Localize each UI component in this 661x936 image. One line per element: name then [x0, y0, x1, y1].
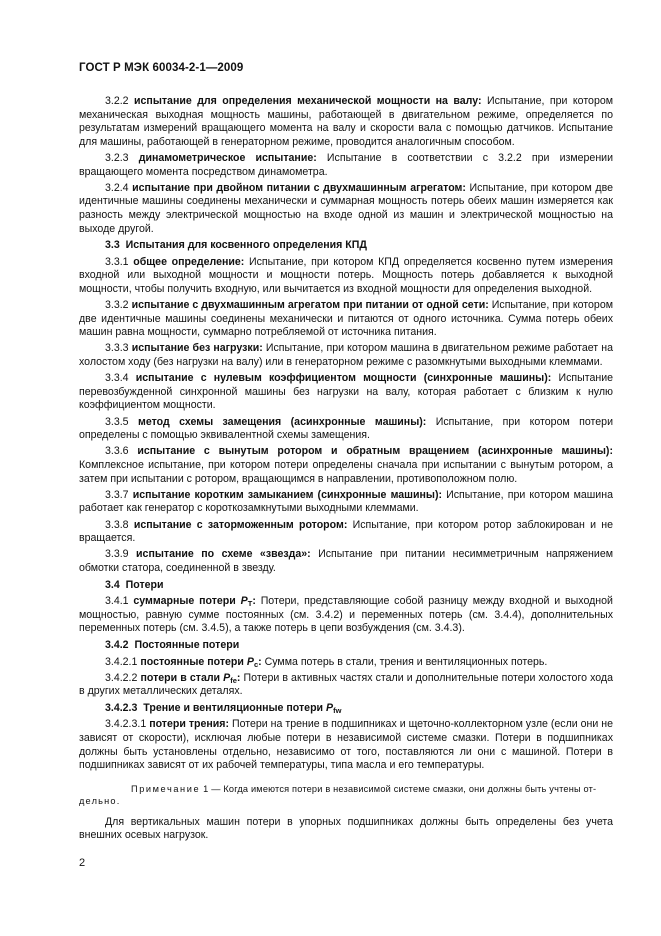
page-number: 2	[79, 857, 86, 869]
clause-3-3-8	[79, 519, 613, 546]
clause-text: Испытание, при котором две идентичные машины соединены механически и питаются от одного источника. Сумма потерь обеих машин равна мощности, суммарно потребляемой от источника питания.	[79, 299, 613, 339]
clause-3-3-4	[79, 372, 613, 413]
clause-number: 3.4.2.1	[105, 655, 138, 668]
clause-term: испытание с вынутым ротором и обратным вращением (асинхронные машины):	[137, 445, 613, 458]
section-heading-3-4	[105, 579, 613, 593]
clause-term: испытание коротким замыканием (синхронные машины):	[132, 488, 442, 501]
clause-3-4-2-3-1	[79, 718, 613, 772]
section-title: Потери	[125, 578, 164, 591]
note-text: 1 — Когда имеются потери в независимой системе смазки, они должны быть учтены от-	[203, 783, 597, 794]
clause-text: Испытание в соответствии с 3.2.2 при измерении вращающего момента посредством динамометра.	[79, 151, 613, 178]
clause-3-2-3	[79, 152, 613, 179]
section-heading-3-4-2	[105, 639, 613, 653]
clause-text: Испытание, при котором машина работает как генератор с короткозамкнутыми выходными клеммами.	[79, 488, 613, 515]
clause-term: потери в стали	[140, 671, 221, 684]
clause-number: 3.4.1	[105, 595, 129, 608]
clause-text: Испытание, при котором две идентичные машины соединены механически и суммарная мощность потерь обеих машин измеряется как разность между электрической мощностью на входе одной из машин и электрической мощностью на выходе другой.	[79, 181, 613, 235]
clause-text: Испытание, при котором потери определены с помощью эквивалентной схемы замещения.	[79, 415, 613, 442]
clause-text: Потери на трение в подшипниках и щеточно-коллекторном узле (если они не зависят от скорости), исключая любые потери в независимой системе смазки. Потери в подшипниках должны быть установлены отдельно, независимо от того, поставляются ли они с машиной. Потери в подшипниках зависят от их рабочей температуры, типа масла и его температуры.	[79, 718, 613, 772]
clause-3-3-1	[79, 256, 613, 297]
note	[79, 783, 613, 808]
loss-symbol: P	[240, 595, 248, 608]
loss-subscript: fe	[230, 675, 237, 685]
clause-text: Испытание, при котором КПД определяется косвенно путем измерения входной или выходной мощности и мощности потерь. Мощность потерь добавляется к выходной мощности, чтобы получить входную, или вычитается из входной мощности для определения выходной.	[79, 255, 613, 295]
clause-number: 3.4.2.3.1	[105, 718, 147, 731]
loss-subscript: T	[247, 599, 253, 609]
clause-number: 3.4.2.2	[105, 671, 138, 684]
clause-text: Испытание, при котором механическая выходная мощность машины, работающей в двигательном режиме, определяется по результатам измерений вращающего момента на валу и скорости вала с помощью датчиков. Испытание для машины, работающей в генераторном режиме, проводится аналогичным способом.	[79, 95, 614, 148]
clause-text: Испытание при питании несимметричным напряжением обмотки статора, соединенной в звезду.	[79, 548, 613, 574]
clause-text: Потери, представляющие собой разницу между входной и выходной мощностью, равную сумме постоянных (см. 3.4.2) и переменных потерь (см. 3.4.4), дополнительных переменных потерь (см. 3.4.5), а также потерь в цепи возбуждения (см. 3.4.3).	[79, 595, 613, 635]
clause-number: 3.2.3	[105, 151, 129, 164]
clause-term: общее определение:	[133, 255, 245, 268]
section-title: Постоянные потери	[134, 638, 240, 651]
clause-number: 3.3.8	[105, 518, 129, 531]
clause-3-4-2-2: 3.4.2.2 потери в стали $P_{fe}$: Потери в активных частях стали и дополнительные потери холостого хода в других металлических деталях.	[79, 671, 613, 698]
document-header: ГОСТ Р МЭК 60034-2-1—2009	[79, 62, 244, 74]
clause-text: Испытание перевозбужденной синхронной машины без нагрузки на валу, которая работает с близким к нулю коэффициентом мощности.	[79, 372, 613, 412]
clause-number: 3.3.5	[105, 415, 129, 428]
clause-term: испытание для определения механической мощности на валу:	[134, 95, 482, 107]
clause-3-3-3	[79, 342, 613, 369]
clause-text: Комплексное испытание, при котором потери определены сначала при испытании с вынутым ротором, а затем при испытании с ротором, вращающимся в направлении, противоположном полю.	[79, 459, 613, 485]
clause-term: суммарные потери	[133, 595, 236, 608]
clause-3-3-2	[79, 299, 613, 340]
loss-subscript: c	[253, 659, 259, 669]
clause-term: испытание при двойном питании с двухмашинным агрегатом:	[132, 181, 466, 194]
clause-text: Потери в активных частях стали и дополнительные потери холостого хода в других металлических деталях.	[79, 671, 613, 698]
clause-number: 3.3.1	[105, 255, 129, 268]
clause-number: 3.3.6	[105, 445, 129, 458]
section-number: 3.3	[105, 239, 120, 252]
note-continuation: дельно.	[79, 796, 121, 807]
document-body	[79, 95, 613, 846]
clause-number: 3.3.9	[105, 548, 129, 561]
loss-symbol: P	[223, 671, 231, 684]
clause-term: испытание с заторможенным ротором:	[133, 518, 348, 531]
clause-number: 3.3.3	[105, 342, 129, 355]
clause-number: 3.3.7	[105, 488, 129, 501]
clause-3-3-9	[79, 548, 613, 575]
clause-3-3-7	[79, 489, 613, 516]
clause-term: испытание без нагрузки:	[131, 342, 263, 355]
clause-term: потери трения:	[149, 718, 230, 731]
section-title: Испытания для косвенного определения КПД	[125, 239, 367, 252]
clause-number: 3.2.4	[105, 181, 129, 194]
clause-3-3-6	[79, 445, 613, 486]
clause-3-4-1: 3.4.1 суммарные потери $P_T$: Потери, представляющие собой разницу между входной и выходной мощностью, равную сумме постоянных (см. 3.4.2) и переменных потерь (см. 3.4.4), дополнительных переменных потерь (см. 3.4.5), а также потерь в цепи возбуждения (см. 3.4.3).	[79, 595, 613, 635]
section-title: Трение и вентиляционные потери	[143, 701, 324, 714]
loss-subscript: fw	[333, 705, 342, 715]
loss-symbol: P	[326, 701, 334, 714]
clause-number: 3.3.4	[105, 372, 129, 385]
final-paragraph: Для вертикальных машин потери в упорных подшипниках должны быть определены без учета внешних осевых нагрузок.	[79, 815, 613, 842]
clause-term: испытание с двухмашинным агрегатом при питании от одной сети:	[131, 299, 489, 312]
clause-3-2-4	[79, 182, 613, 236]
clause-number: 3.3.2	[105, 299, 129, 312]
clause-text: Сумма потерь в стали, трения и вентиляционных потерь.	[264, 655, 548, 668]
clause-number: 3.2.2	[105, 95, 129, 107]
clause-3-2-2	[79, 95, 613, 149]
clause-term: испытание по схеме «звезда»:	[136, 548, 311, 561]
loss-symbol: P	[246, 655, 254, 668]
note-label: Примечание	[131, 783, 201, 794]
clause-term: метод схемы замещения (асинхронные машины):	[138, 415, 427, 428]
section-heading-3-4-2-3	[105, 702, 613, 716]
clause-3-4-2-1: 3.4.2.1 постоянные потери $P_c$: Сумма потерь в стали, трения и вентиляционных потерь.	[105, 655, 548, 669]
clause-text: Испытание, при котором ротор заблокирован и не вращается.	[79, 518, 614, 545]
clause-term: постоянные потери	[140, 655, 244, 668]
clause-term: динамометрическое испытание:	[138, 151, 317, 164]
section-number: 3.4.2.3	[105, 701, 138, 714]
clause-text: Испытание, при котором машина в двигательном режиме работает на холостом ходу (без нагрузки на валу) или в генераторном режиме с разомкнутыми выходными клеммами.	[79, 342, 614, 369]
section-number: 3.4	[105, 578, 120, 591]
section-heading-3-3	[105, 239, 613, 253]
clause-3-3-5	[79, 416, 613, 443]
section-number: 3.4.2	[105, 638, 129, 651]
clause-term: испытание с нулевым коэффициентом мощности (синхронные машины):	[135, 372, 552, 385]
